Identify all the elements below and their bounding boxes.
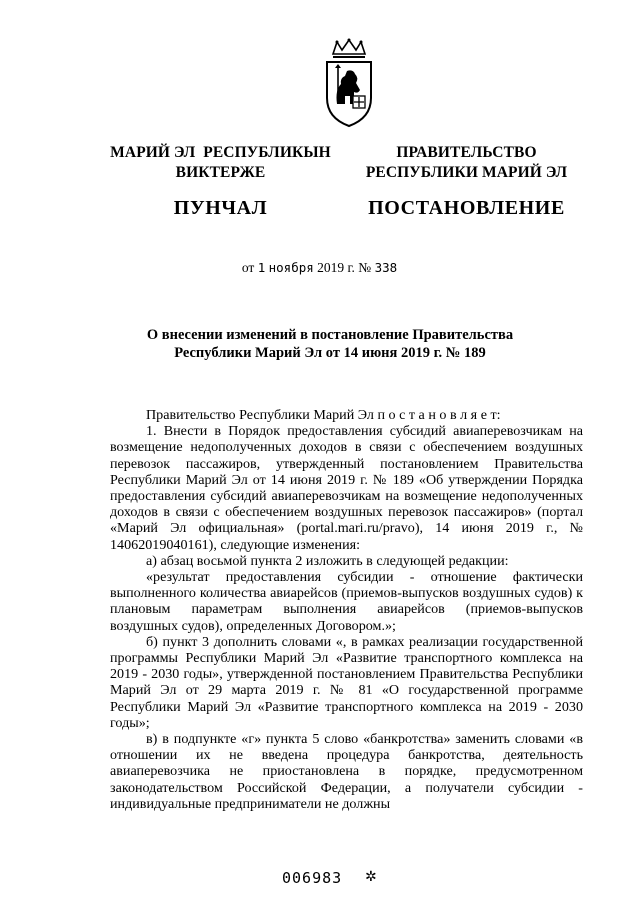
date-day: 1 bbox=[257, 260, 266, 275]
header-left-doc-type: ПУНЧАЛ bbox=[173, 197, 268, 219]
body-paragraph-a-quote: «результат предоставления субсидии - отношение фактически выполненного количества авиарейсов (приемов-выпусков воздушных судов) к плановым параметрам выполнения авиарейсов (приемов-выпусков воздушных судов), определенных Договором.»; bbox=[110, 569, 583, 634]
document-title bbox=[120, 326, 540, 362]
serial-number: 006983 bbox=[282, 869, 343, 887]
header-right-line1: ПРАВИТЕЛЬСТВО bbox=[396, 144, 537, 161]
date-month: ноября bbox=[268, 260, 314, 275]
body-paragraph-1: 1. Внести в Порядок предоставления субсидий авиаперевозчикам на возмещение недополученных доходов в связи с обеспечением воздушных перевозок пассажиров, утвержденный постановлением Правительства Республики Марий Эл от 14 июня 2019 г. № 189 «Об утверждении Порядка предоставления субсидий авиаперевозчикам на возмещение недополученных доходов в связи с обеспечением воздушных перевозок пассажиров» (портал «Марий Эл официальная» (portal.mari.ru/pravo), 14 июня 2019 г., № 14062019040161), следующие изменения: bbox=[110, 423, 583, 553]
header-left-line2: ВИКТЕРЖЕ bbox=[175, 164, 266, 181]
date-year: 2019 г. № bbox=[317, 260, 372, 275]
date-line bbox=[0, 260, 639, 276]
body-lead: Правительство Республики Марий Эл п о с т а н о в л я е т: bbox=[146, 407, 501, 423]
date-prefix: от bbox=[241, 260, 255, 275]
body-paragraph-b: б) пункт 3 дополнить словами «, в рамках реализации государственной программы Республики Марий Эл «Развитие транспортного комплекса на 2019 - 2030 годы», утвержденной постановлением Правительства Республики Марий Эл от 29 марта 2019 г. № 81 «О государственной программе Республики Марий Эл «Развитие транспортного комплекса на 2019 - 2030 годы»; bbox=[110, 633, 583, 731]
body-paragraph-a: а) абзац восьмой пункта 2 изложить в следующей редакции: bbox=[146, 552, 509, 569]
header-mari-title bbox=[98, 143, 343, 219]
title-line1: О внесении изменений в постановление Правительства bbox=[146, 327, 514, 343]
document-number: 338 bbox=[374, 260, 398, 275]
header-russian-title bbox=[344, 143, 589, 219]
title-line2: Республики Марий Эл от 14 июня 2019 г. № 189 bbox=[174, 345, 486, 361]
document-body bbox=[110, 407, 583, 812]
header-right-doc-type: ПОСТАНОВЛЕНИЕ bbox=[368, 197, 565, 219]
header-right-line2: РЕСПУБЛИКИ МАРИЙ ЭЛ bbox=[365, 164, 568, 181]
coat-of-arms-icon bbox=[323, 38, 375, 128]
header-left-line1: МАРИЙ ЭЛ РЕСПУБЛИКЫН bbox=[110, 144, 331, 161]
body-paragraph-v: в) в подпункте «г» пункта 5 слово «банкротства» заменить словами «в отношении их не введена процедура банкротства, деятельность авиаперевозчика не приостановлена в порядке, предусмотренном законодательством Российской Федерации, а получатели субсидии - индивидуальные предприниматели не должны bbox=[110, 731, 583, 812]
footer-mark: ✲ bbox=[365, 870, 377, 885]
